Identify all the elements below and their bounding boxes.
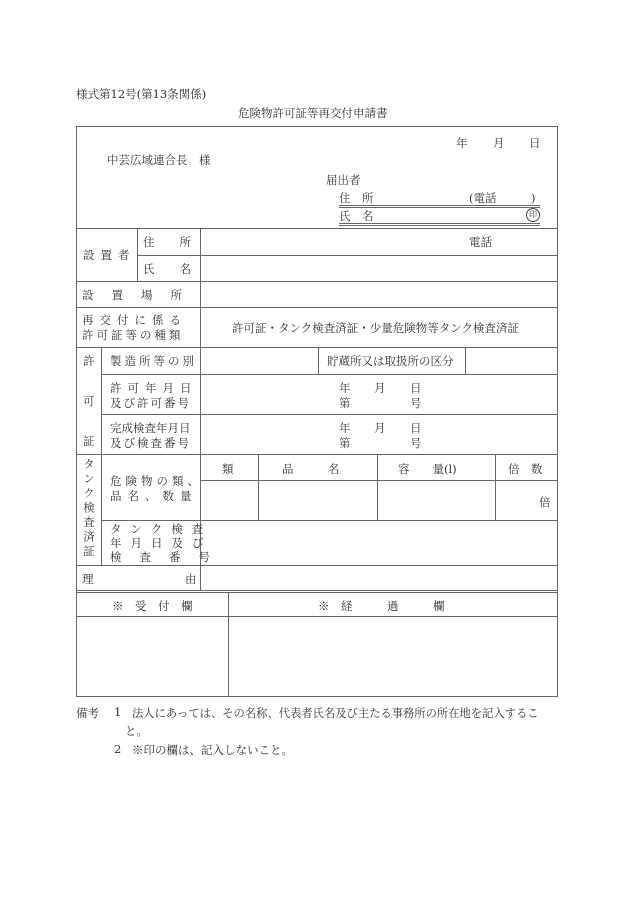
- reason-label-2: 由: [185, 572, 197, 586]
- inspection-label-2: 年月日及び: [110, 536, 213, 550]
- inspection-label-1: タンク検査: [110, 522, 213, 536]
- applicant-phone-label: (電話 ): [469, 191, 536, 205]
- completion-date-month: 月: [374, 421, 386, 435]
- location-label: 設置場所: [82, 288, 200, 302]
- permit-date-year: 年: [339, 381, 351, 395]
- permit-side-1: 許: [83, 354, 95, 368]
- installer-name-label: 氏名: [143, 262, 216, 276]
- permit-side-3: 証: [83, 434, 95, 448]
- reason-label-1: 理: [82, 572, 94, 586]
- permit-number-prefix: 第: [339, 396, 351, 410]
- note-2-text: ※印の欄は、記入しないこと。: [132, 743, 293, 757]
- completion-number-prefix: 第: [339, 436, 351, 450]
- completion-date-year: 年: [339, 421, 351, 435]
- col-multiple: 倍 数: [508, 462, 543, 476]
- installer-label: 設置者: [83, 248, 136, 262]
- reissue-type-value: 許可証・タンク検査済証・少量危険物等タンク検査済証: [232, 321, 520, 335]
- addressee: 中芸広域連合長 様: [107, 153, 211, 167]
- applicant-address-label: 住 所: [339, 191, 374, 205]
- permit-date-month: 月: [374, 381, 386, 395]
- form-number: 様式第12号(第13条関係): [76, 87, 207, 101]
- permit-date-label-1: 許可年月日: [110, 381, 198, 395]
- tank-side-label: タンク検査済証: [82, 458, 96, 560]
- col-capacity: 容 量(l): [398, 462, 457, 476]
- completion-label-2: 及び検査番号: [110, 436, 191, 450]
- completion-date-day: 日: [410, 421, 422, 435]
- installer-phone-label: 電話: [469, 235, 492, 249]
- permit-date-label-2: 及び許可番号: [110, 396, 191, 410]
- note-2-num: 2: [114, 742, 122, 756]
- facility-type-label: 製造所等の別: [110, 354, 197, 368]
- notes-label: 備考: [76, 706, 99, 720]
- applicant-name-label: 氏 名: [339, 209, 374, 223]
- note-1-text-2: と。: [125, 724, 148, 738]
- note-1-num: 1: [114, 705, 122, 719]
- col-product-name: 品 名: [282, 462, 340, 476]
- inspection-label-3: 検査番号: [110, 550, 228, 564]
- progress-label: ※ 経 過 欄: [318, 599, 445, 613]
- date-day: 日: [529, 136, 541, 150]
- seal-icon: 印: [526, 208, 540, 222]
- multiple-unit: 倍: [539, 495, 551, 509]
- permit-date-day: 日: [410, 381, 422, 395]
- note-1-text: 法人にあっては、その名称、代表者氏名及び主たる事務所の所在地を記入するこ: [132, 707, 539, 720]
- applicant-label: 届出者: [326, 173, 361, 187]
- reissue-label-1: 再交付に係る: [82, 313, 187, 327]
- completion-number-suffix: 号: [410, 436, 422, 450]
- hazmat-label-1: 危険物の類、: [110, 474, 203, 488]
- date-year: 年: [456, 136, 468, 150]
- completion-label-1: 完成検査年月日: [110, 421, 191, 435]
- hazmat-label-2: 品名、数量: [110, 489, 198, 503]
- reception-label: ※ 受 付 欄: [112, 599, 193, 613]
- reissue-label-2: 許可証等の種類: [82, 328, 184, 342]
- form-title: 危険物許可証等再交付申請書: [238, 106, 388, 120]
- address-underline: [339, 205, 540, 206]
- name-underline-2: [339, 225, 540, 226]
- installer-address-label: 住所: [143, 235, 216, 249]
- permit-number-suffix: 号: [410, 396, 422, 410]
- date-month: 月: [493, 136, 505, 150]
- name-underline: [339, 223, 540, 224]
- col-class: 類: [222, 462, 234, 476]
- permit-side-2: 可: [83, 394, 95, 408]
- storage-class-label: 貯蔵所又は取扱所の区分: [327, 354, 454, 368]
